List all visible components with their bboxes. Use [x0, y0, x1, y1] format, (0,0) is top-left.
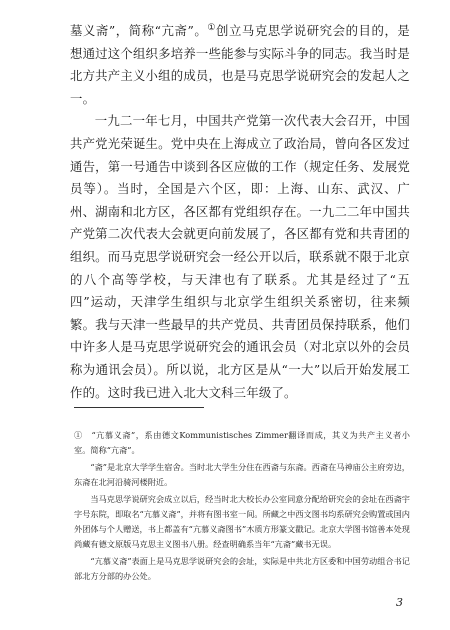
- paragraph-1-lead: 墓义斋”，简称“亢斋”。: [70, 23, 208, 38]
- footnotes: [74, 428, 410, 586]
- paragraph-2: 一九二一年七月，中国共产党第一次代表大会召开，中国共产党光荣诞生。党中央在上海成立了政治局，曾向各区发过通告，第一号通告中谈到各区应做的工作（规定任务、发展党员等）。当时，全国是六个区，即：上海、山东、武汉、广州、湖南和北方区，各区都有党组织存在。一九二二年中国共产党第二次代表大会就更向前发展了，各区都有党和共青团的组织。而马克思学说研究会一经公开以后，联系就不限于北京的八个高等学校，与天津也有了联系。尤其是经过了“五四”运动，天津学生组织与北京学生组织关系密切，往来频繁。我与天津一些最早的共产党员、共青团员保持联系，他们中许多人是马克思学说研究会的通讯会员（对北京以外的会员称为通讯会员）。所以说，北方区是从“一大”以后开始发展工作的。这时我已进入北大文科三年级了。: [70, 113, 410, 400]
- footnote-2: “斋”是北京大学学生宿舍。当时北大学生分住在西斋与东斋。西斋在马神庙公主府旁边，东斋在北河沿骑河楼附近。: [74, 462, 410, 487]
- paragraph-1-rest: 创立马克思学说研究会的目的，是想通过这个组织多培养一些能参与实际斗争的同志。我当时是北方共产主义小组的成员，也是马克思学说研究会的发起人之一。: [70, 23, 410, 106]
- footnote-divider: [74, 407, 204, 408]
- footnote-1: ① “亢慕义斋”，系由德文Kommunistisches Zimmer翻译而成，其义为共产主义者小室。简称“亢斋”。: [74, 430, 410, 455]
- paragraph-1: [70, 20, 410, 110]
- page-number: 3: [396, 596, 403, 609]
- main-text: [70, 20, 410, 404]
- footnote-4: “亢慕义斋”表面上是马克思学说研究会的会址，实际是中共北方区委和中国劳动组合书记部北方分部的办公处。: [74, 556, 410, 581]
- footnote-marker: ①: [207, 22, 216, 33]
- footnote-3: 当马克思学说研究会成立以后，经当时北大校长办公室同意分配给研究会的会址在西斋宇字号东院，即取名“亢慕义斋”，并将有图书室一间。所藏之中西文图书均系研究会购置或国内外团体与个人赠送，书上都盖有“亢慕义斋图书”木质方形篆文戳记。北京大学图书馆善本处现尚藏有德文原版马克思主义图书八册。经查明确系当年“亢斋”藏书无误。: [74, 494, 410, 549]
